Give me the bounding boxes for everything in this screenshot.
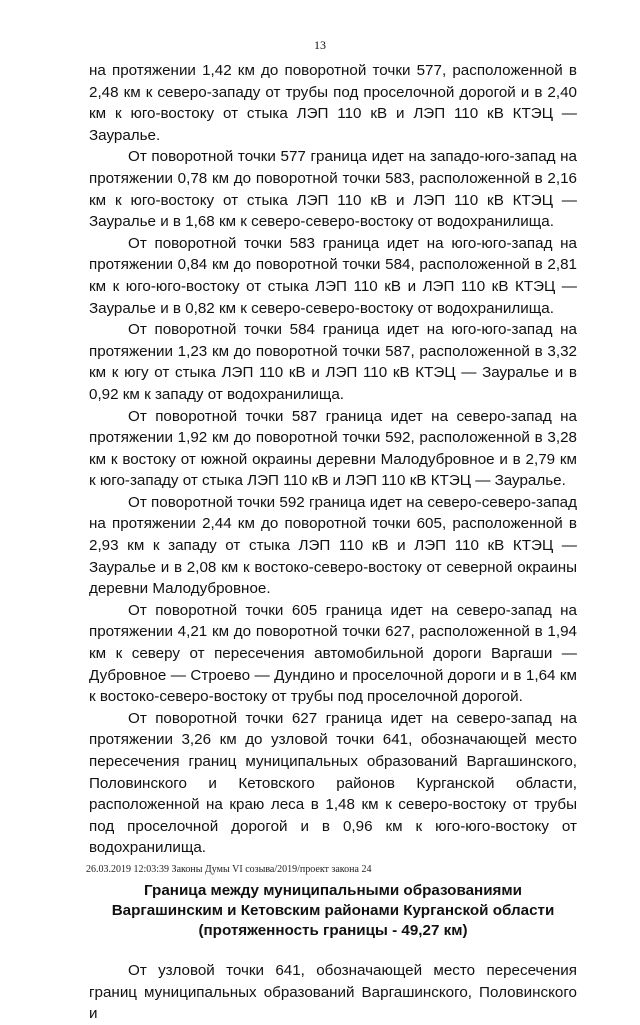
paragraph-point-627: От поворотной точки 627 граница идет на северо-запад на протяжении 3,26 км до узловой точки 641, обозначающей место пересечения границ муниципальных образований Варгашинского, Половинского и Кетовского районов Курганской области, расположенной на краю леса в 1,48 км к северо-востоку от трубы под проселочной дорогой и в 0,96 км к юго-юго-востоку от водохранилища. [89, 709, 577, 857]
document-body [89, 60, 577, 1025]
paragraph-point-592: От поворотной точки 592 граница идет на северо-северо-запад на протяжении 2,44 км до поворотной точки 605, расположенной в 2,93 км к западу от стыка ЛЭП 110 кВ и ЛЭП 110 кВ КТЭЦ — Зауралье и в 2,08 км к востоко-северо-востоку от северной окраины деревни Малодубровное. [89, 493, 577, 598]
section-heading-line-1: Граница между муниципальными образованиями [144, 881, 522, 899]
paragraph-continuation: на протяжении 1,42 км до поворотной точки 577, расположенной в 2,48 км к северо-западу от трубы под проселочной дорогой и в 2,40 км к юго-востоку от стыка ЛЭП 110 кВ и ЛЭП 110 кВ КТЭЦ — Зауралье. [89, 62, 577, 144]
paragraph-point-583: От поворотной точки 583 граница идет на юго-юго-запад на протяжении 0,84 км до поворотной точки 584, расположенной в 2,81 км к юго-юго-востоку от стыка ЛЭП 110 кВ и ЛЭП 110 кВ КТЭЦ — Зауралье и в 0,82 км к северо-северо-востоку от водохранилища. [89, 234, 577, 317]
section-heading-line-3: (протяженность границы - 49,27 км) [198, 921, 468, 939]
document-footer: 26.03.2019 12:03:39 Законы Думы VI созыва/2019/проект закона 24 [86, 864, 372, 875]
page-number: 13 [314, 38, 326, 52]
paragraph-point-577: От поворотной точки 577 граница идет на западо-юго-запад на протяжении 0,78 км до поворотной точки 583, расположенной в 2,16 км к юго-востоку от стыка ЛЭП 110 кВ и ЛЭП 110 кВ КТЭЦ — Зауралье и в 1,68 км к северо-северо-востоку от водохранилища. [89, 148, 577, 231]
section-heading-line-2: Варгашинским и Кетовским районами Курганской области [111, 901, 555, 919]
paragraph-point-605: От поворотной точки 605 граница идет на северо-запад на протяжении 4,21 км до поворотной точки 627, расположенной в 1,94 км к северу от пересечения автомобильной дороги Варгаши — Дубровное — Строево — Дундино и проселочной дороги и в 1,64 км к востоко-северо-востоку от трубы под проселочной дорогой. [89, 601, 577, 706]
paragraph-point-641: От узловой точки 641, обозначающей место пересечения границ муниципальных образований Варгашинского, Половинского и [89, 961, 577, 1023]
paragraph-point-584: От поворотной точки 584 граница идет на юго-юго-запад на протяжении 1,23 км до поворотной точки 587, расположенной в 3,32 км к югу от стыка ЛЭП 110 кВ и ЛЭП 110 кВ КТЭЦ — Зауралье и в 0,92 км к западу от водохранилища. [89, 321, 577, 403]
paragraph-point-587: От поворотной точки 587 граница идет на северо-запад на протяжении 1,92 км до поворотной точки 592, расположенной в 3,28 км к востоку от южной окраины деревни Малодубровное и в 2,79 км к юго-западу от стыка ЛЭП 110 кВ и ЛЭП 110 кВ КТЭЦ — Зауралье. [89, 407, 577, 490]
section-heading [89, 881, 577, 941]
